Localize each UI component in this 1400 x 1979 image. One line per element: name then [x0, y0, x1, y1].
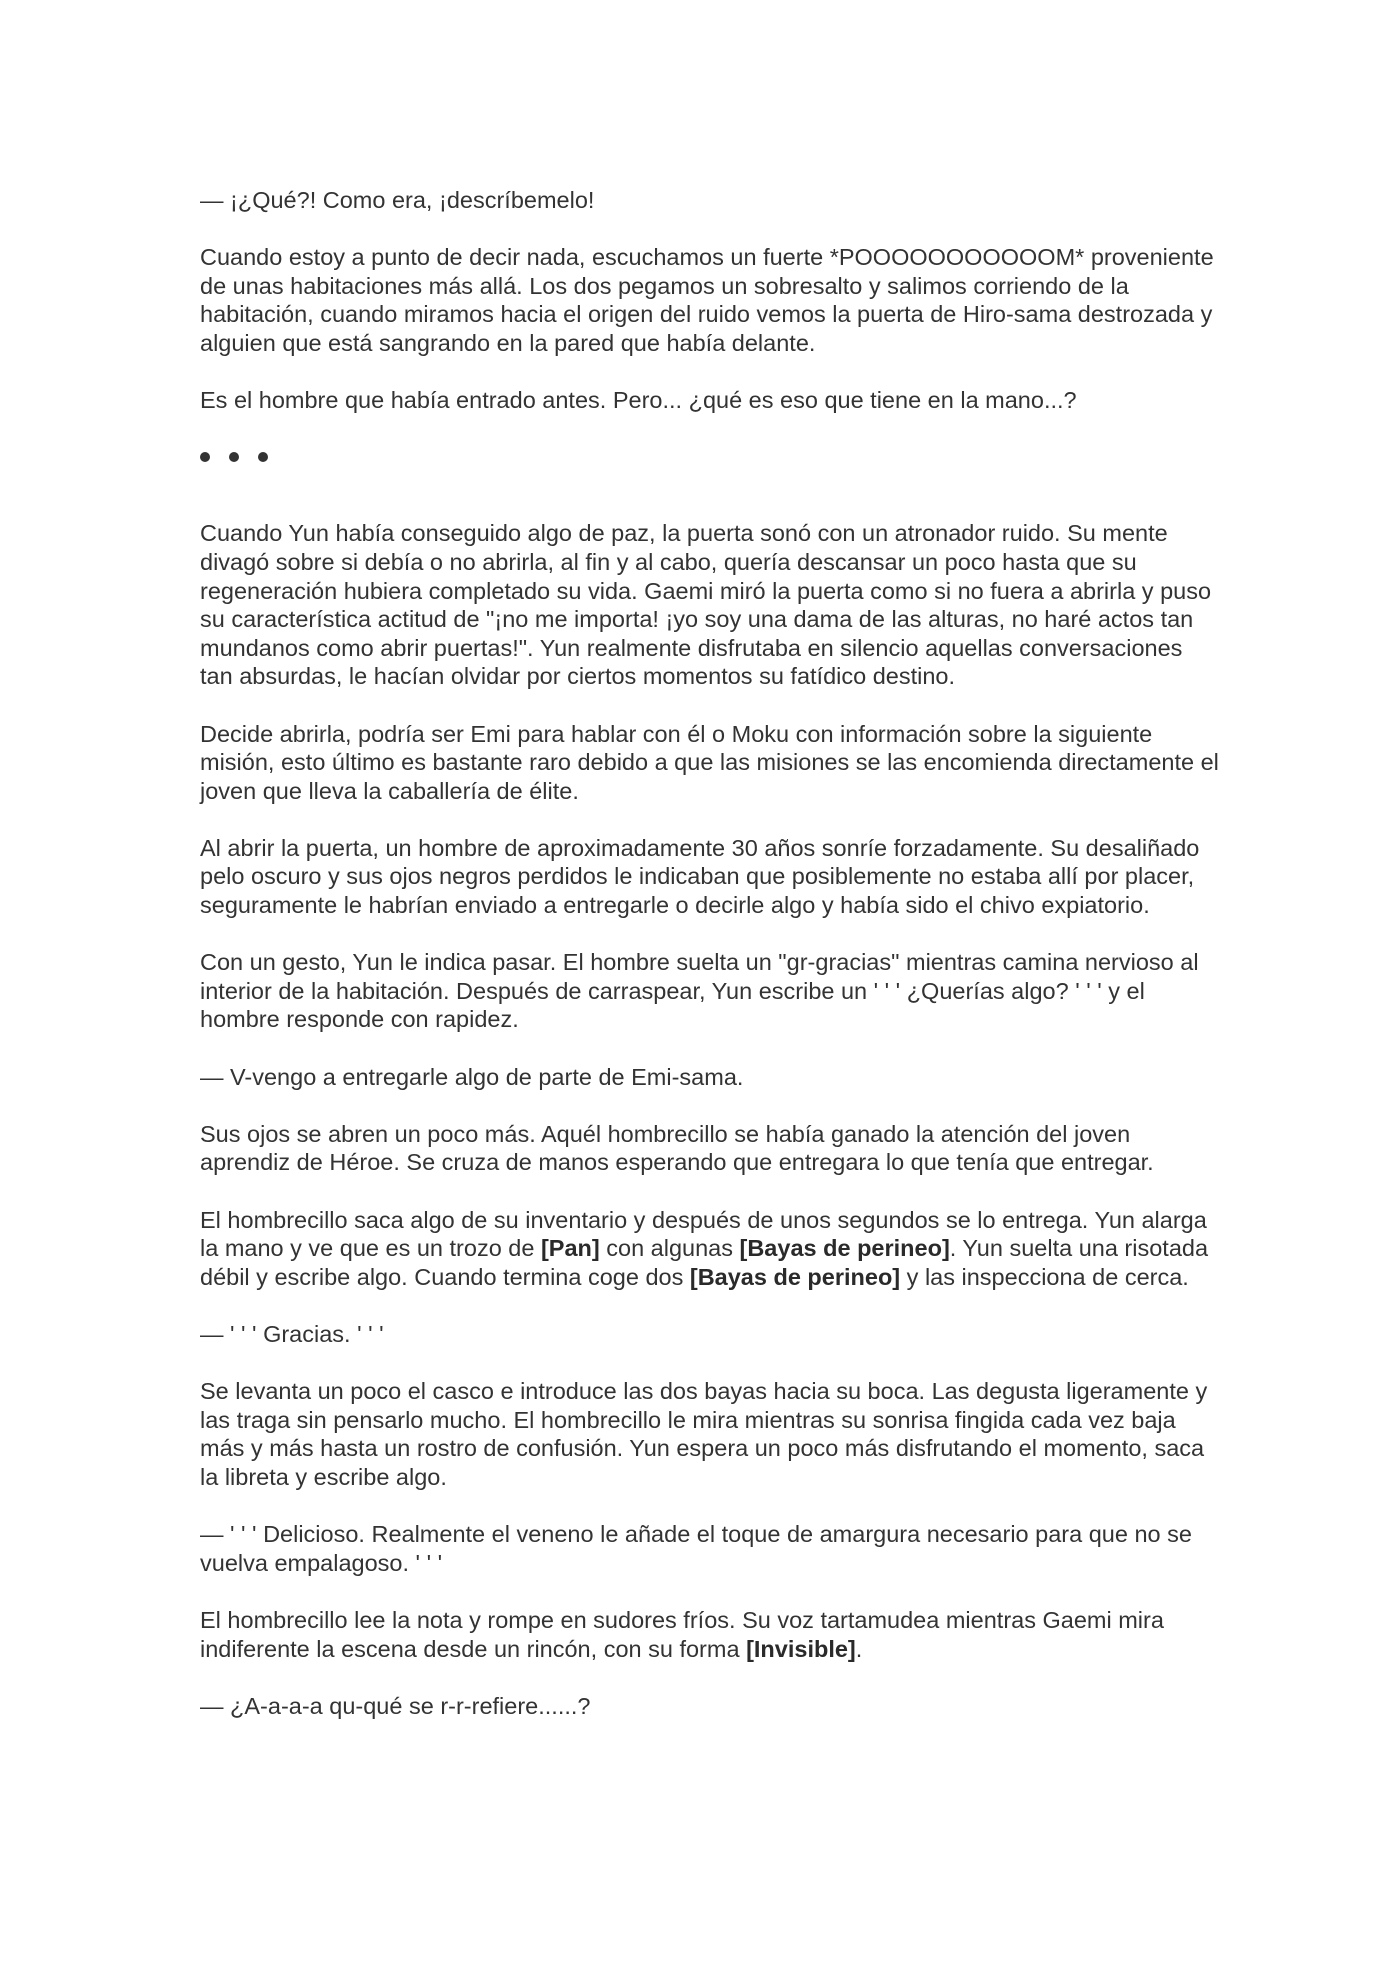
paragraph-p15: [200, 1692, 1220, 1721]
paragraph-text: — ' ' ' Gracias. ' ' ': [200, 1320, 384, 1347]
paragraph-p3: [200, 386, 1220, 415]
paragraph-p11: [200, 1320, 1220, 1349]
item-name-bold: [Pan]: [540, 1235, 600, 1262]
paragraph-text: .: [855, 1635, 863, 1662]
paragraph-p6: [200, 834, 1220, 920]
paragraph-text: Con un gesto, Yun le indica pasar. El hombre suelta un "gr-gracias" mientras camina nervioso al interior de la habitación. Después de carraspear, Yun escribe un ' ' ' ¿Querías algo? ' ' ' y el hombre responde con rapidez.: [200, 949, 1199, 1033]
document-body: [200, 186, 1220, 1749]
paragraph-text: — ' ' ' Delicioso. Realmente el veneno le añade el toque de amargura necesario para que no se vuelva empalagoso. ' ' ': [200, 1521, 1192, 1576]
paragraph-p4: [200, 519, 1220, 691]
paragraph-p12: [200, 1377, 1220, 1491]
separator-dot-icon: [200, 452, 210, 462]
paragraph-p2: [200, 243, 1220, 357]
paragraph-p8: [200, 1063, 1220, 1092]
paragraph-p13: [200, 1520, 1220, 1577]
paragraph-p9: [200, 1120, 1220, 1177]
paragraph-text: El hombrecillo lee la nota y rompe en sudores fríos. Su voz tartamudea mientras Gaemi mira indiferente la escena desde un rincón, con su forma: [200, 1606, 1164, 1662]
paragraph-text: Se levanta un poco el casco e introduce las dos bayas hacia su boca. Las degusta ligeramente y las traga sin pensarlo mucho. El hombrecillo le mira mientras su sonrisa fingida cada vez baja más y más hasta un rostro de confusión. Yun espera un poco más disfrutando el momento, saca la libreta y escribe algo.: [200, 1378, 1208, 1490]
paragraph-text: . Yun suelta una risotada débil y escribe algo. Cuando termina coge dos: [200, 1235, 1209, 1290]
separator-dot-icon: [229, 452, 239, 462]
paragraph-text: y las inspecciona de cerca.: [900, 1263, 1189, 1290]
item-name-bold: [Bayas de perineo]: [739, 1235, 950, 1262]
separator-dot-icon: [258, 452, 268, 462]
paragraph-p7: [200, 948, 1220, 1034]
paragraph-p5: [200, 720, 1220, 806]
paragraph-text: Al abrir la puerta, un hombre de aproximadamente 30 años sonríe forzadamente. Su desaliñado pelo oscuro y sus ojos negros perdidos le indicaban que posiblemente no estaba allí por placer, seguramente le habrían enviado a entregarle o decirle algo y había sido el chivo expiatorio.: [200, 834, 1200, 919]
paragraph-text: Cuando estoy a punto de decir nada, escuchamos un fuerte *POOOOOOOOOOOM* proveniente de unas habitaciones más allá. Los dos pegamos un sobresalto y salimos corriendo de la habitación, cuando miramos hacia el origen del ruido vemos la puerta de Hiro-sama destrozada y alguien que está sangrando en la pared que había delante.: [200, 244, 1214, 356]
paragraph-text: Decide abrirla, podría ser Emi para hablar con él o Moku con información sobre la siguiente misión, esto último es bastante raro debido a que las misiones se las encomienda directamente el joven que lleva la caballería de élite.: [200, 720, 1219, 804]
paragraph-text: El hombrecillo saca algo de su inventario y después de unos segundos se lo entrega. Yun alarga la mano y ve que es un trozo de: [200, 1206, 1207, 1262]
paragraph-p10: [200, 1206, 1220, 1292]
item-name-bold: [Invisible]: [746, 1635, 856, 1662]
paragraph-text: — V-vengo a entregarle algo de parte de Emi-sama.: [200, 1063, 744, 1090]
paragraph-text: con algunas: [599, 1235, 740, 1262]
paragraph-p14: [200, 1606, 1220, 1663]
section-separator: [200, 443, 1220, 471]
paragraph-p1: [200, 186, 1220, 215]
paragraph-text: Sus ojos se abren un poco más. Aquél hombrecillo se había ganado la atención del joven aprendiz de Héroe. Se cruza de manos esperando que entregara lo que tenía que entregar.: [200, 1120, 1154, 1176]
paragraph-text: — ¡¿Qué?! Como era, ¡descríbemelo!: [200, 187, 595, 213]
paragraph-text: Es el hombre que había entrado antes. Pero... ¿qué es eso que tiene en la mano...?: [200, 387, 1077, 414]
paragraph-text: Cuando Yun había conseguido algo de paz, la puerta sonó con un atronador ruido. Su mente divagó sobre si debía o no abrirla, al fin y al cabo, quería descansar un poco hasta que su regeneración hubiera completado su vida. Gaemi miró la puerta como si no fuera a abrirla y puso su característica actitud de "¡no me importa! ¡yo soy una dama de las alturas, no haré actos tan mundanos como abrir puertas!". Yun realmente disfrutaba en silencio aquellas conversaciones tan absurdas, le hacían olvidar por ciertos momentos su fatídico destino.: [200, 520, 1212, 690]
item-name-bold: [Bayas de perineo]: [689, 1263, 901, 1290]
paragraph-text: — ¿A-a-a-a qu-qué se r-r-refiere......?: [200, 1692, 591, 1719]
